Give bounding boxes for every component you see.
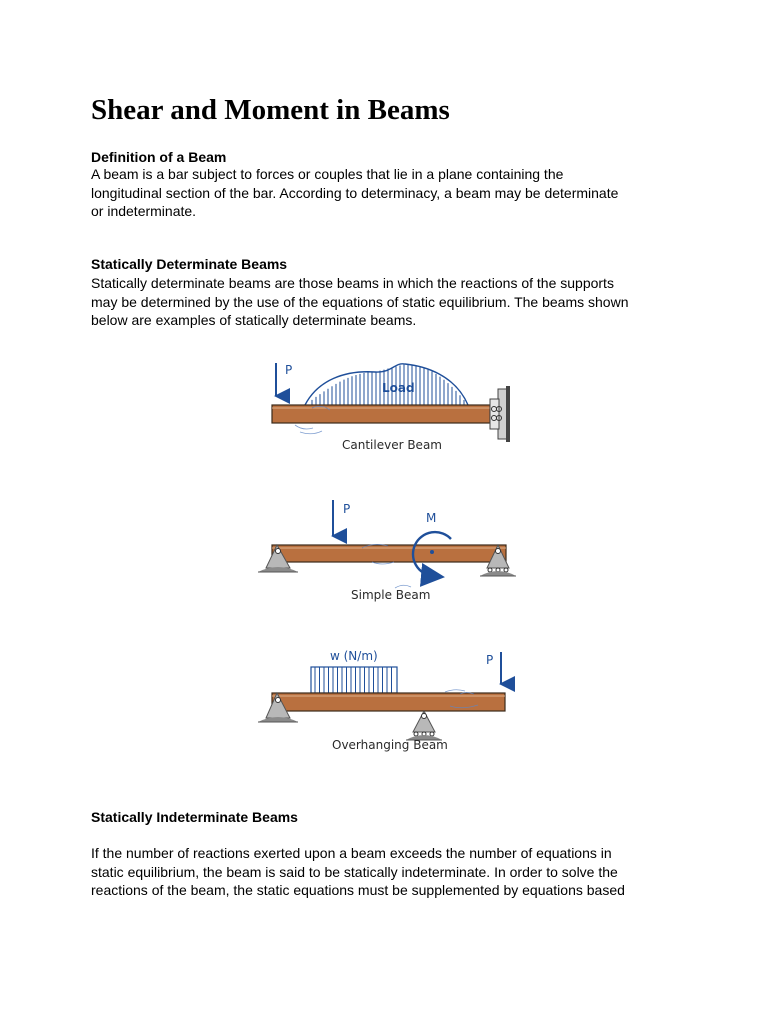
figure-caption-cantilever: Cantilever Beam (342, 438, 442, 452)
load-label: Load (382, 381, 415, 395)
paragraph-line: static equilibrium, the beam is said to be statically indeterminate. In order to solve the (91, 863, 618, 880)
page-title: Shear and Moment in Beams (91, 94, 450, 126)
point-load-label: P (486, 653, 494, 667)
figure-caption-overhanging: Overhanging Beam (332, 738, 448, 752)
paragraph-line: below are examples of statically determinate beams. (91, 312, 417, 328)
point-load-label: P (285, 363, 293, 377)
paragraph-line: longitudinal section of the bar. According to determinacy, a beam may be determinate (91, 184, 619, 201)
point-load-label: P (343, 502, 351, 516)
paragraph-line: A beam is a bar subject to forces or couples that lie in a plane containing the (91, 166, 564, 182)
overhanging-beam-figure (258, 649, 505, 752)
paragraph-line: Statically determinate beams are those beams in which the reactions of the supports (91, 275, 614, 291)
paragraph-line: or indeterminate. (91, 203, 197, 219)
roller-support-icon (406, 711, 442, 740)
figure-caption-simple: Simple Beam (351, 588, 431, 602)
uniform-load-lines (315, 667, 392, 693)
section-heading-beam-definition: Definition of a Beam (91, 149, 227, 165)
cantilever-beam-figure (272, 363, 510, 452)
section-heading-indeterminate-beams: Statically Indeterminate Beams (91, 809, 298, 825)
fixed-support-icon (490, 386, 510, 442)
moment-label: M (426, 511, 437, 525)
paragraph-line: reactions of the beam, the static equations must be supplemented by equations based (91, 882, 625, 898)
paragraph-line: If the number of reactions exerted upon a beam exceeds the number of equations in (91, 845, 612, 861)
simple-beam-figure (258, 500, 516, 602)
paragraph-line: may be determined by the use of the equations of static equilibrium. The beams shown (91, 293, 629, 310)
distributed-load-label: w (N/m) (330, 649, 378, 663)
section-heading-determinate-beams: Statically Determinate Beams (91, 256, 288, 272)
